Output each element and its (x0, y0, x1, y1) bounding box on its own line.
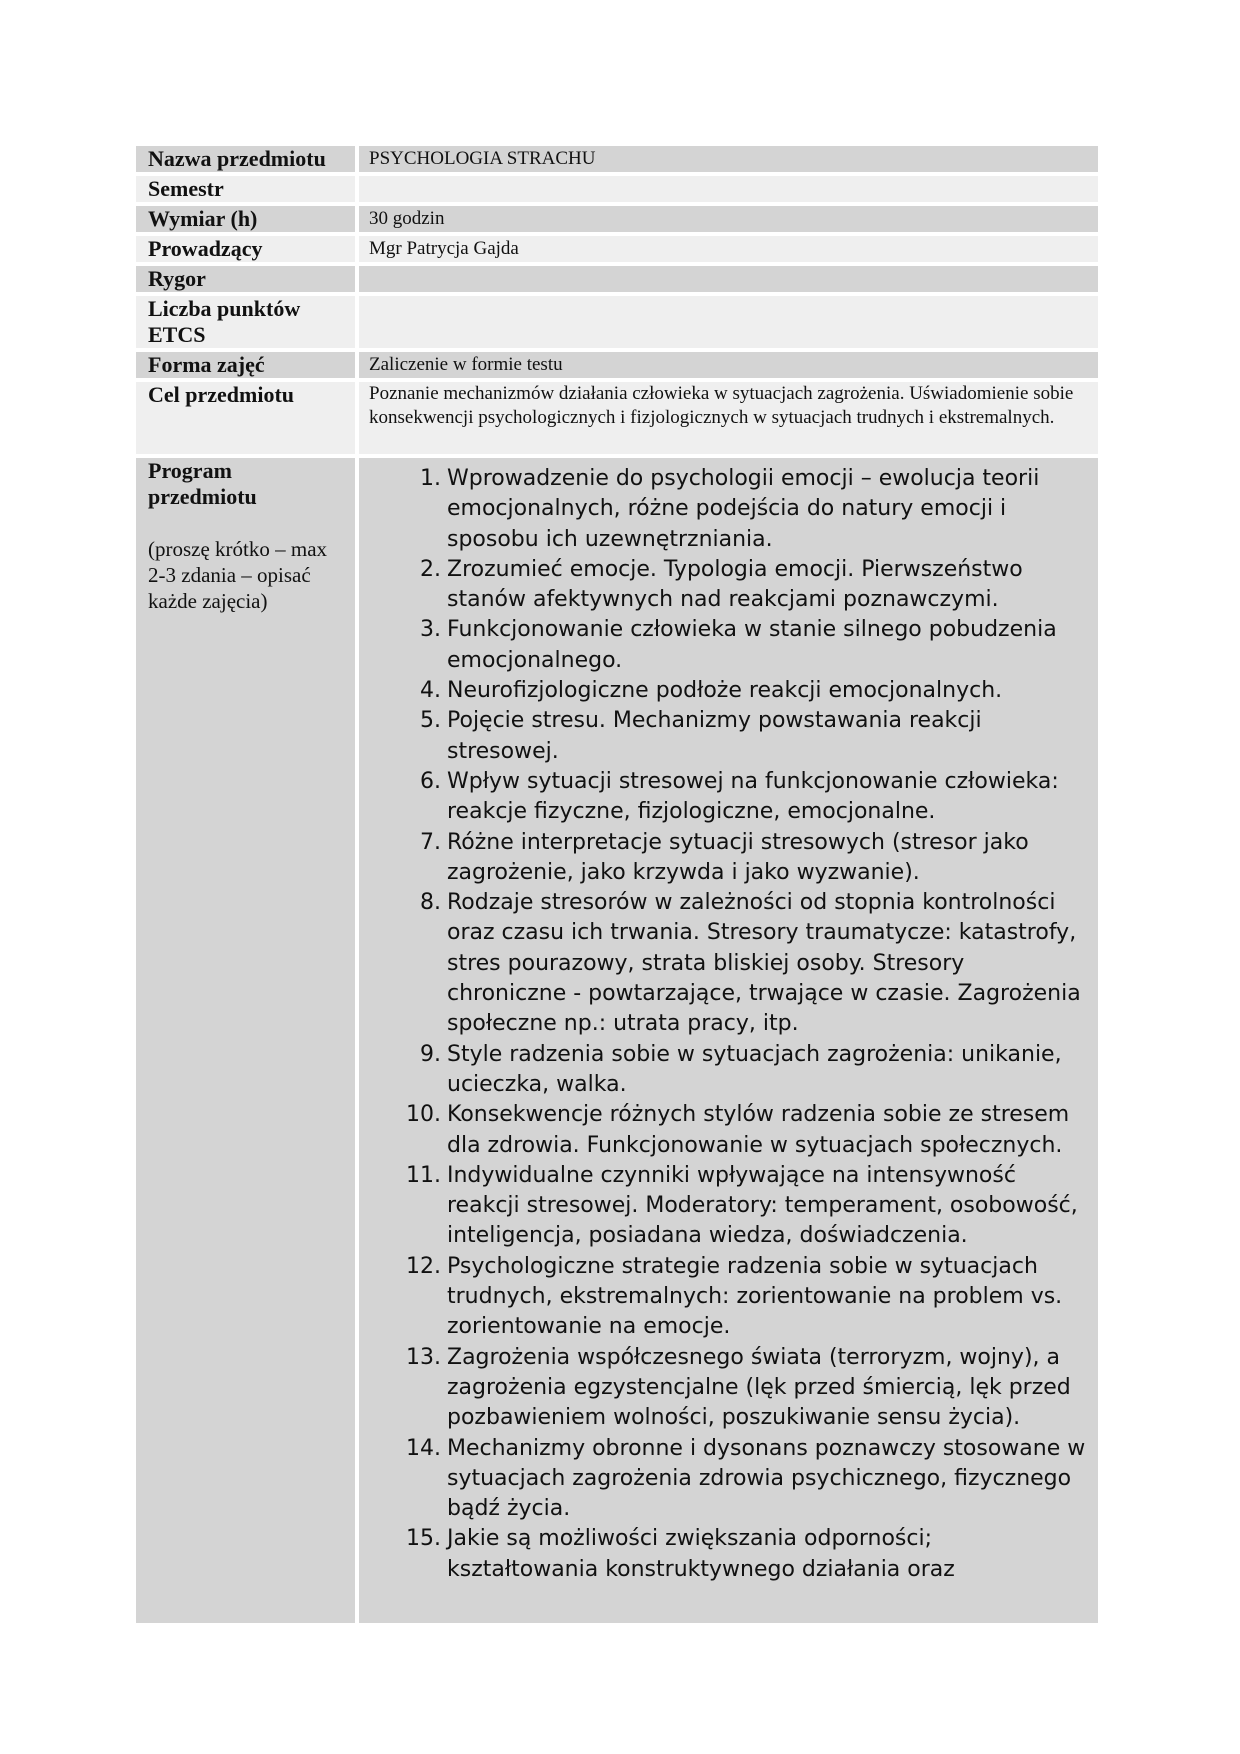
program-item (403, 706, 1086, 767)
program-item-text: Indywidualne czynniki wpływające na intensywność reakcji stresowej. Moderatory: temperament, osobowość, inteligencja, posiadana wiedza, doświadczenia. (447, 1162, 1078, 1249)
program-item-number: 12. (406, 1253, 441, 1279)
program-item-text: Funkcjonowanie człowieka w stanie silnego pobudzenia emocjonalnego. (447, 617, 1057, 673)
value-goal: Poznanie mechanizmów działania człowieka w sytuacjach zagrożenia. Uświadomienie sobie konsekwencji psychologicznych i fizjologicznych w sytuacjach trudnych i ekstremalnych. (359, 382, 1098, 454)
program-item-number: 5. (420, 708, 441, 734)
row-instructor (136, 236, 1098, 262)
program-item-number: 3. (420, 617, 441, 643)
program-item (403, 555, 1086, 616)
program-item-number: 10. (406, 1102, 441, 1128)
program-item-number: 1. (420, 466, 441, 491)
program-item (403, 1040, 1086, 1101)
program-item-text: Wpływ sytuacji stresowej na funkcjonowanie człowieka: reakcje fizyczne, fizjologiczne, emocjonalne. (447, 768, 1059, 825)
label-hours: Wymiar (h) (136, 206, 355, 232)
label-semester: Semestr (136, 176, 355, 202)
program-item (403, 828, 1086, 889)
value-rigor (359, 266, 1098, 292)
program-item-text: Różne interpretacje sytuacji stresowych (stresor jako zagrożenie, jako krzywda i jako wyzwanie). (447, 829, 1029, 885)
label-form: Forma zajęć (136, 352, 355, 378)
program-item-number: 15. (406, 1526, 441, 1552)
program-item-text: Neurofizjologiczne podłoże reakcji emocjonalnych. (447, 678, 1003, 704)
program-item-number: 9. (420, 1041, 441, 1067)
value-semester (359, 176, 1098, 202)
program-item-text: Jakie są możliwości zwiększania odporności; kształtowania konstruktywnego działania oraz (447, 1526, 955, 1582)
program-item-text: Pojęcie stresu. Mechanizmy powstawania reakcji stresowej. (447, 708, 982, 764)
program-item-number: 8. (420, 890, 441, 916)
program-item-text: Zagrożenia współczesnego świata (terroryzm, wojny), a zagrożenia egzystencjalne (lęk przed śmiercią, lęk przed pozbawieniem wolności, poszukiwanie sensu życia). (447, 1344, 1071, 1431)
row-hours (136, 206, 1098, 232)
program-item (403, 767, 1086, 828)
label-rigor: Rygor (136, 266, 355, 292)
program-item (403, 1161, 1086, 1252)
program-label-text: Program przedmiotu (148, 458, 257, 509)
program-item (403, 888, 1086, 1039)
row-form (136, 352, 1098, 378)
program-item (403, 1343, 1086, 1434)
program-item (403, 1100, 1086, 1161)
label-goal: Cel przedmiotu (136, 382, 355, 454)
label-program (136, 458, 355, 1623)
value-hours: 30 godzin (359, 206, 1098, 232)
program-content (359, 458, 1098, 1623)
value-course-name: PSYCHOLOGIA STRACHU (359, 146, 1098, 172)
row-ects (136, 296, 1098, 348)
program-item (403, 1434, 1086, 1525)
row-rigor (136, 266, 1098, 292)
program-note: (proszę krótko – max 2-3 zdania – opisać każde zajęcia) (148, 537, 328, 613)
program-item (403, 615, 1086, 676)
label-instructor: Prowadzący (136, 236, 355, 262)
course-info-table (136, 146, 1098, 1623)
value-instructor: Mgr Patrycja Gajda (359, 236, 1098, 262)
value-ects (359, 296, 1098, 348)
program-item (403, 464, 1086, 555)
program-item (403, 1252, 1086, 1343)
program-list (403, 464, 1086, 1585)
program-item-text: Psychologiczne strategie radzenia sobie w sytuacjach trudnych, ekstremalnych: zorientowanie na problem vs. zorientowanie na emocje. (447, 1253, 1063, 1340)
program-item-number: 7. (420, 829, 441, 855)
program-item-text: Style radzenia sobie w sytuacjach zagrożenia: unikanie, ucieczka, walka. (447, 1041, 1062, 1097)
program-item-number: 14. (406, 1435, 441, 1461)
program-item-text: Rodzaje stresorów w zależności od stopnia kontrolności oraz czasu ich trwania. Stresory traumatycze: katastrofy, stres pourazowy, strata bliskiej osoby. Stresory chroniczne - powtarzające, trwające w czasie. Zagrożenia społeczne np.: utrata pracy, itp. (447, 890, 1081, 1037)
row-semester (136, 176, 1098, 202)
program-item-text: Wprowadzenie do psychologii emocji – ewolucja teorii emocjonalnych, różne podejścia do natury emocji i sposobu ich uzewnętrzniania. (447, 466, 1040, 552)
program-item (403, 676, 1086, 706)
label-ects: Liczba punktów ETCS (136, 296, 355, 348)
row-program (136, 458, 1098, 1623)
program-item-number: 11. (406, 1162, 441, 1188)
label-course-name: Nazwa przedmiotu (136, 146, 355, 172)
program-item-number: 4. (420, 678, 441, 704)
row-course-name (136, 146, 1098, 172)
program-item-text: Mechanizmy obronne i dysonans poznawczy stosowane w sytuacjach zagrożenia zdrowia psychicznego, fizycznego bądź życia. (447, 1435, 1086, 1522)
program-item-text: Zrozumieć emocje. Typologia emocji. Pierwszeństwo stanów afektywnych nad reakcjami poznawczymi. (447, 556, 1023, 613)
program-item-number: 13. (406, 1344, 441, 1370)
program-item-number: 6. (420, 768, 441, 794)
program-item (403, 1524, 1086, 1585)
value-form: Zaliczenie w formie testu (359, 352, 1098, 378)
row-goal (136, 382, 1098, 454)
program-item-number: 2. (420, 556, 441, 582)
program-item-text: Konsekwencje różnych stylów radzenia sobie ze stresem dla zdrowia. Funkcjonowanie w sytuacjach społecznych. (447, 1102, 1070, 1158)
